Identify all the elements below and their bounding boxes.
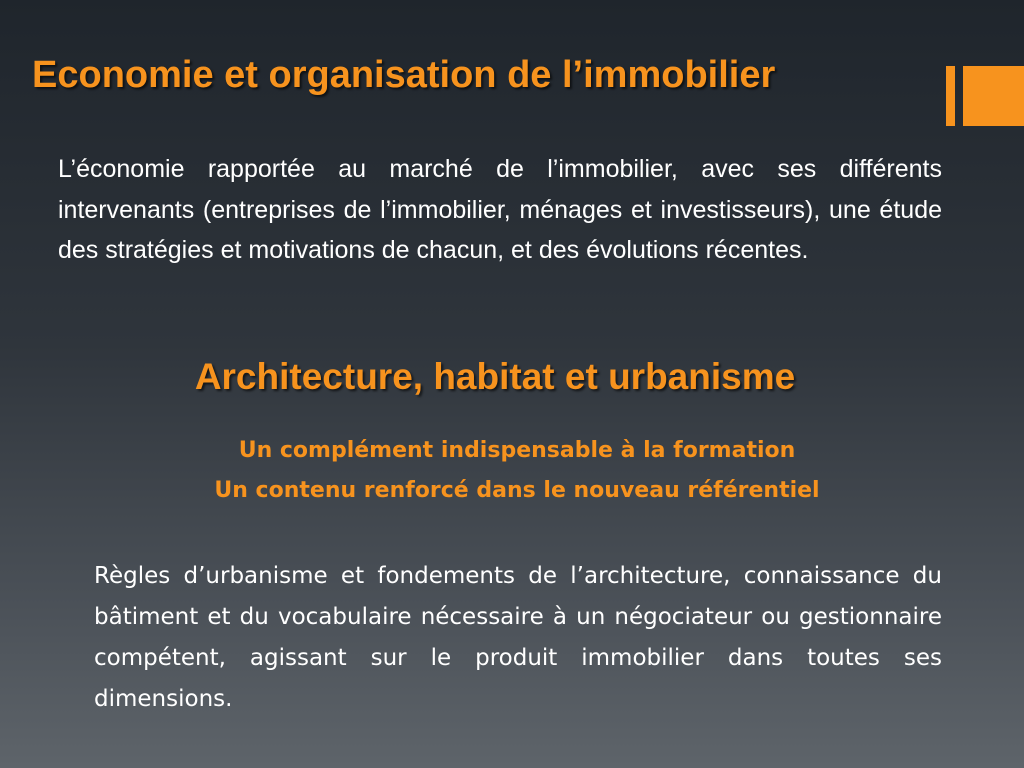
decorative-accent-bar-thick (963, 66, 1024, 126)
decorative-accent-bar-thin (946, 66, 955, 126)
economy-paragraph: L’économie rapportée au marché de l’immobilier, avec ses différents intervenants (entreprises de l’immobilier, ménages et investisseurs), une étude des stratégies et motivations de chacun, et des évolutions récentes. (58, 155, 942, 264)
subtitle-complement: Un complément indispensable à la formation (238, 438, 796, 463)
slide-title: Economie et organisation de l’immobilier (32, 54, 776, 96)
urbanism-paragraph: Règles d’urbanisme et fondements de l’architecture, connaissance du bâtiment et du vocabulaire nécessaire à un négociateur ou gestionnaire compétent, agissant sur le produit immobilier dans toutes ses dimensions. (94, 563, 942, 712)
subtitle-content: Un contenu renforcé dans le nouveau référentiel (214, 478, 820, 503)
section-heading: Architecture, habitat et urbanisme (194, 356, 796, 397)
